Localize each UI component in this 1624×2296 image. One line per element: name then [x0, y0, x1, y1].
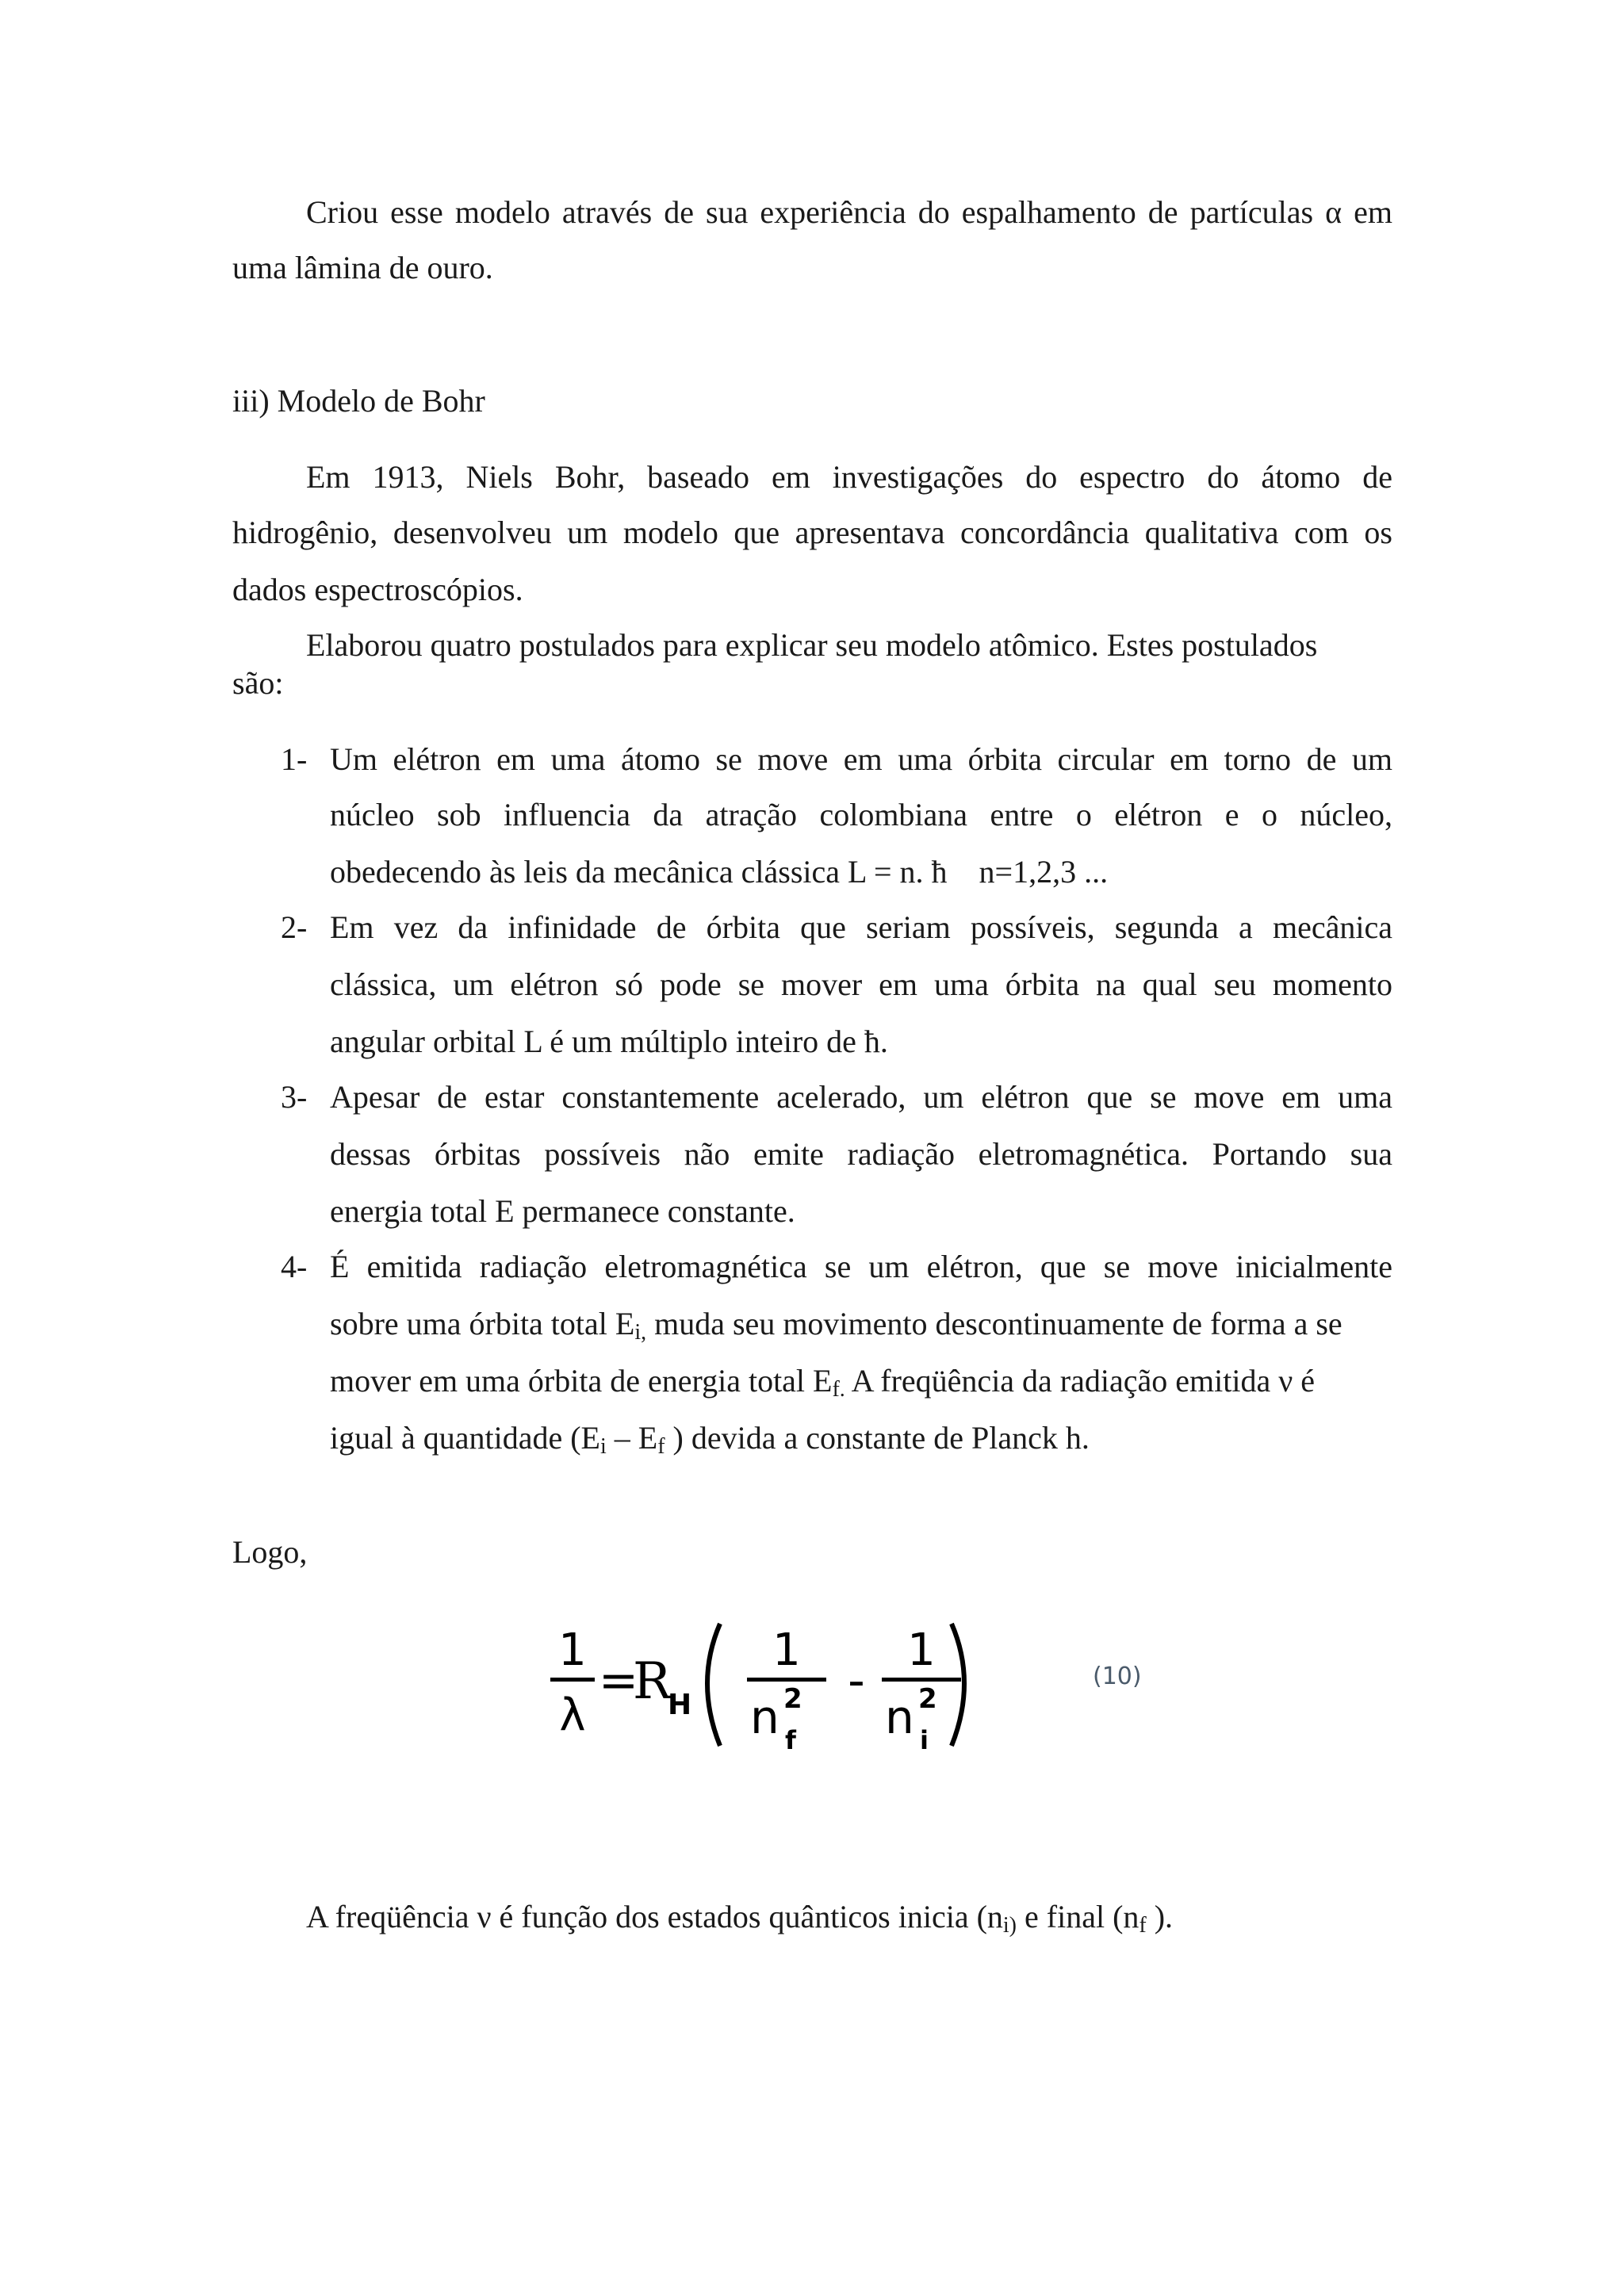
bohr-line-2: hidrogênio, desenvolveu um modelo que apresentava concordância qualitativa com os	[232, 515, 1392, 550]
eq-minus: -	[848, 1653, 865, 1709]
eq-lhs-fraction-bar	[550, 1678, 595, 1682]
postulate-3-line-1: Apesar de estar constantemente acelerado, um elétron que se move em uma	[330, 1079, 1392, 1115]
eq-frac1-bar	[747, 1678, 826, 1682]
postulate-number: 3-	[281, 1079, 308, 1115]
equation-number: (10)	[1093, 1663, 1142, 1690]
closing-line: A freqüência ν é função dos estados quânticos inicia ($n_{i)}$ e final ($n_f$ ).	[306, 1899, 1174, 1938]
eq-R-sub: H	[668, 1689, 692, 1721]
postulate-3-line-3: energia total E permanece constante.	[330, 1193, 795, 1229]
bohr-line-1: Em 1913, Niels Bohr, baseado em investigações do espectro do átomo de	[306, 459, 1392, 495]
eq-R: R	[633, 1652, 672, 1711]
postulate-3-line-2: dessas órbitas possíveis não emite radiação eletromagnética. Portando sua	[330, 1136, 1392, 1172]
eq-frac2-n: n	[885, 1690, 914, 1744]
postulate-4-line-2-text: sobre uma órbita total $E_{i,}$ muda seu movimento descontinuamente de forma a se	[330, 1306, 1342, 1345]
intro-line-2: uma lâmina de ouro.	[232, 250, 493, 285]
eq-frac1-n: n	[750, 1690, 779, 1744]
postulate-4-line-4: igual à quantidade ($E_i - E_f$ ) devida a constante de Planck h.	[330, 1420, 1090, 1459]
postulate-4-line-2	[330, 1306, 1392, 1345]
postulate-2-line-1: Em vez da infinidade de órbita que seriam possíveis, segunda a mecânica	[330, 909, 1392, 945]
eq-frac2-sub: i	[920, 1725, 929, 1755]
postulate-1-line-1: Um elétron em uma átomo se move em uma órbita circular em torno de um	[330, 741, 1392, 777]
eq-frac1-sup: 2	[783, 1683, 802, 1715]
logo-word: Logo,	[232, 1534, 308, 1570]
rydberg-equation	[539, 1609, 983, 1768]
intro-line-1: Criou esse modelo através de sua experiência do espalhamento de partículas α em	[306, 194, 1392, 230]
postulate-1-line-2: núcleo sob influencia da atração colombiana entre o elétron e o núcleo,	[330, 797, 1392, 832]
eq-right-paren	[952, 1624, 964, 1746]
section-heading: iii) Modelo de Bohr	[232, 383, 485, 419]
postulate-number: 1-	[281, 741, 308, 777]
eq-left-paren	[707, 1624, 720, 1746]
postulate-1-line-3: obedecendo às leis da mecânica clássica L = n. ħ n=1,2,3 ...	[330, 854, 1109, 890]
postulate-2-line-2: clássica, um elétron só pode se mover em uma órbita na qual seu momento	[330, 966, 1392, 1002]
eq-lhs-numerator: 1	[558, 1624, 587, 1676]
postulate-number: 4-	[281, 1249, 308, 1284]
bohr-line-3: dados espectroscópios.	[232, 572, 523, 607]
eq-frac2-numerator: 1	[907, 1624, 936, 1676]
eq-frac2-sup: 2	[918, 1683, 937, 1715]
postulate-2-line-3: angular orbital L é um múltiplo inteiro de ħ.	[330, 1024, 888, 1059]
postulate-number: 2-	[281, 909, 308, 945]
postulates-intro-line-1: Elaborou quatro postulados para explicar seu modelo atômico. Estes postulados	[306, 627, 1318, 663]
eq-equals: =	[598, 1653, 639, 1709]
postulates-intro-line-2: são:	[232, 665, 284, 701]
postulate-4-line-3: mover em uma órbita de energia total $E_{f.}$ A freqüência da radiação emitida ν é	[330, 1363, 1316, 1402]
postulate-4-line-1: É emitida radiação eletromagnética se um elétron, que se move inicialmente	[330, 1249, 1392, 1284]
eq-frac1-numerator: 1	[772, 1624, 801, 1676]
eq-frac2-bar	[882, 1678, 961, 1682]
eq-lhs-denominator: λ	[559, 1689, 586, 1741]
eq-frac1-sub: f	[785, 1725, 796, 1755]
